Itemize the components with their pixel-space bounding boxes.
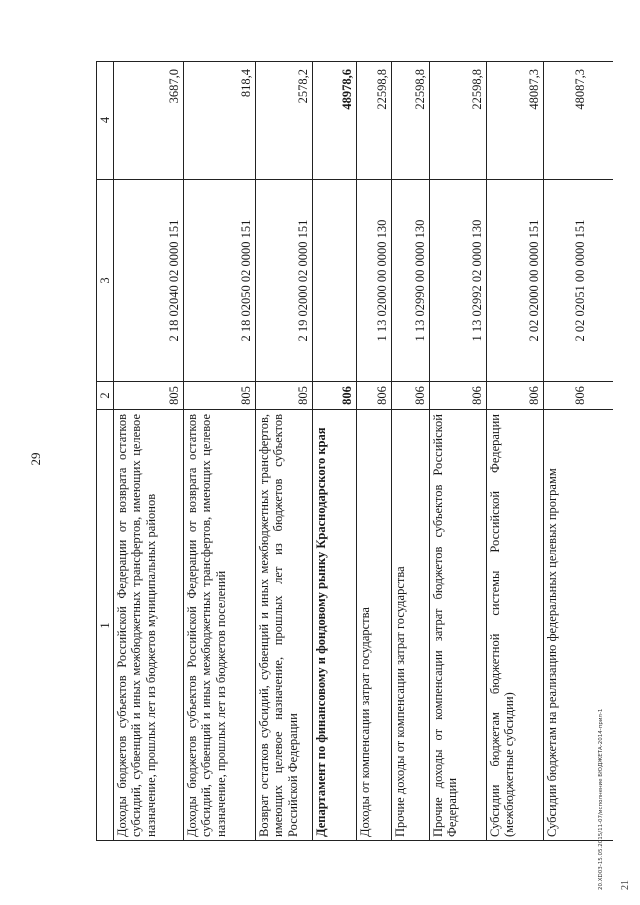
- row-amount: 2578,2: [295, 69, 310, 104]
- row-budget-code: 2 02 02051 00 0000 151: [543, 179, 613, 381]
- row-amount: 48087,3: [573, 69, 587, 110]
- row-admin-code: 805: [113, 381, 183, 409]
- row-admin-code: 805: [255, 381, 312, 409]
- row-budget-code: 1 13 02992 02 0000 130: [429, 179, 486, 381]
- header-col-4: 4: [98, 116, 112, 124]
- row-name: Субсидии бюджетам на реализацию федеральных целевых программ: [543, 409, 613, 841]
- row-admin-code: 806: [543, 381, 613, 409]
- budget-table: [96, 61, 613, 841]
- corner-mark: 21: [620, 880, 631, 890]
- row-amount: 3687,0: [166, 69, 181, 104]
- row-name: Прочие доходы от компенсации затрат государства: [391, 409, 429, 841]
- row-name: Департамент по финансовому и фондовому рынку Краснодарского края: [312, 409, 356, 841]
- row-amount: 818,4: [238, 69, 253, 98]
- footer-file-path: 20.XD03-15.05.2015/11-07/исполнение БЮДЖЕТА-2014-прил-1: [598, 708, 604, 890]
- table-row: [429, 61, 487, 841]
- row-budget-code: 2 18 02050 02 0000 151: [183, 179, 255, 381]
- row-budget-code: [312, 179, 356, 381]
- row-admin-code: 806: [356, 381, 391, 409]
- row-amount: 48978,6: [339, 69, 354, 110]
- row-amount: 22598,8: [469, 69, 484, 110]
- table-header-row: [96, 61, 114, 841]
- row-admin-code: 806: [312, 381, 356, 409]
- table-row: [113, 61, 184, 841]
- header-col-1: 1: [96, 409, 113, 841]
- header-col-3: 3: [96, 179, 113, 381]
- row-amount: 22598,8: [374, 69, 389, 110]
- row-admin-code: 806: [486, 381, 543, 409]
- row-name: Доходы от компенсации затрат государства: [356, 409, 391, 841]
- row-admin-code: 806: [429, 381, 486, 409]
- table-row: [356, 61, 392, 841]
- row-amount: 48087,3: [526, 69, 541, 110]
- table-row: [183, 61, 256, 841]
- table-row: [486, 61, 544, 841]
- row-name: Доходы бюджетов субъектов Российской Федерации от возврата остатков субсидий, субвенций и иных межбюджетных трансфертов, имеющих целевое назначение, прошлых лет из бюджетов поселений: [183, 409, 255, 841]
- table-row: [312, 61, 357, 841]
- header-col-2: 2: [96, 381, 113, 409]
- row-name: Доходы бюджетов субъектов Российской Федерации от возврата остатков субсидий, субвенций и иных межбюджетных трансфертов, имеющих целевое назначение, прошлых лет из бюджетов муниципальных районов: [113, 409, 183, 841]
- row-budget-code: 2 02 02000 00 0000 151: [486, 179, 543, 381]
- row-budget-code: 1 13 02990 00 0000 130: [391, 179, 429, 381]
- row-budget-code: 1 13 02000 00 0000 130: [356, 179, 391, 381]
- row-budget-code: 2 18 02040 02 0000 151: [113, 179, 183, 381]
- row-admin-code: 806: [391, 381, 429, 409]
- page-number: 29: [28, 452, 43, 466]
- row-budget-code: 2 19 02000 02 0000 151: [255, 179, 312, 381]
- row-name: Прочие доходы от компенсации затрат бюджетов субъектов Российской Федерации: [429, 409, 486, 841]
- row-name: Возврат остатков субсидий, субвенций и иных межбюджетных трансфертов, имеющих целевое назначение, прошлых лет из бюджетов субъектов Российской Федерации: [255, 409, 312, 841]
- row-admin-code: 805: [183, 381, 255, 409]
- table-row: [391, 61, 430, 841]
- row-name: Субсидии бюджетам бюджетной системы Российской Федерации (межбюджетные субсидии): [486, 409, 543, 841]
- row-amount: 22598,8: [412, 69, 427, 110]
- table-row: [255, 61, 313, 841]
